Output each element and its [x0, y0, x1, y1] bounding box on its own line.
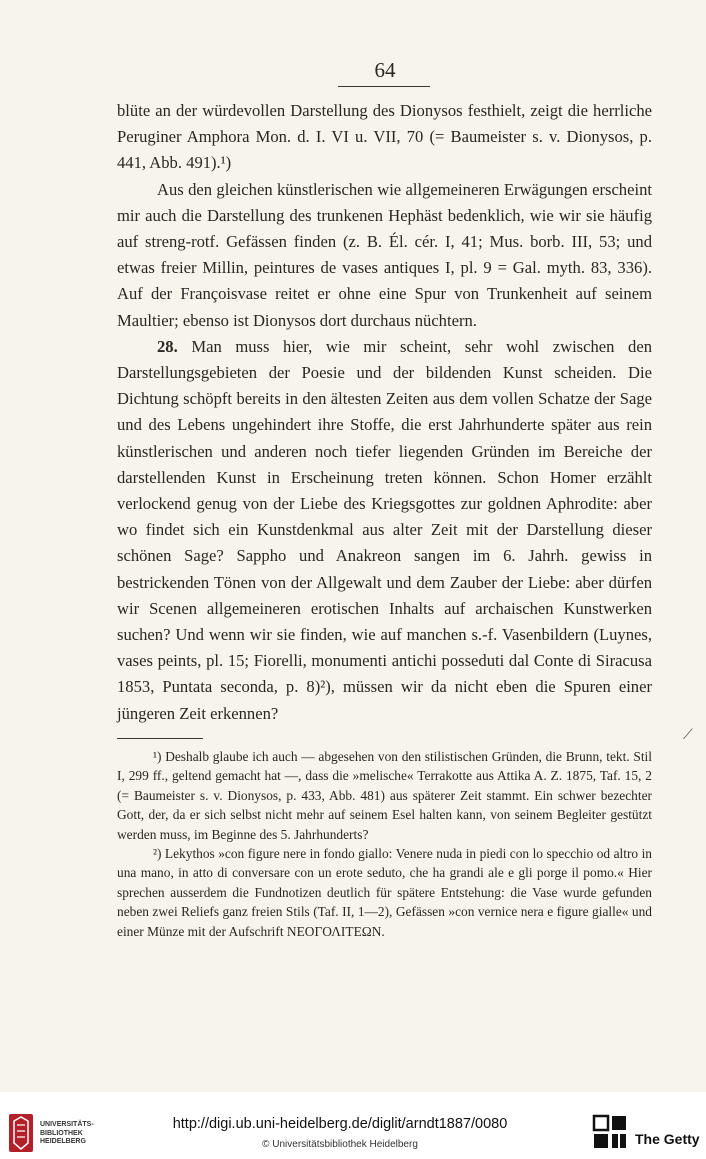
margin-mark: ⟋: [683, 728, 693, 743]
page-number-rule: [338, 86, 430, 87]
footnote-separator: [117, 738, 203, 739]
paragraph-3-text: Man muss hier, wie mir scheint, sehr wohl zwischen den Darstellungsgebieten der Poesie und der bildenden Kunst scheiden. Die Dichtung schöpft bereits in den ältesten Zeiten aus dem vollen Schatze der Sage und des Lebens ungehindert ihre Stoffe, die erst Jahrhunderte später aus rein künstlerischen und anderen noch tiefer liegenden Gründen im Bereiche der darstellenden Kunst in Erscheinung treten können. Schon Homer erzählt verlockend genug von der Liebe des Kriegsgottes zur goldnen Aphrodite: aber wo findet sich ein Kunstdenkmal aus alter Zeit mit der Darstellung dieser schönen Sage? Sappho und Anakreon sangen im 6. Jahrh. gewiss in bestrickenden Tönen von der Allgewalt und dem Zauber der Liebe: aber dürfen wir Scenen allgemeineren erotischen Inhalts auf archaischen Kunstwerken suchen? Und wenn wir sie finden, wie auf manchen s.-f. Vasenbildern (Luynes, vases peints, pl. 15; Fiorelli, monumenti antichi posseduti dal Conte di Siracusa 1853, Puntata seconda, p. 8)²), müssen wir da nicht eben die Spuren einer jüngeren Zeit erkennen?: [117, 336, 652, 723]
paragraph-2: Aus den gleichen künstlerischen wie allgemeineren Erwägungen erscheint mir auch die Darstellung des trunkenen Hephäst bedenklich, wie wir sie häufig auf streng-rotf. Gefässen finden (z. B. Él. cér. I, 41; Mus. borb. III, 53; und etwas freier Millin, peintures de vases antiques I, pl. 9 = Gal. myth. 83, 336). Auf der Françoisvase reitet er ohne eine Spur von Trunkenheit auf seinem Maultier; ebenso ist Dionysos dort durchaus nüchtern.: [117, 179, 652, 330]
footnote-2: ²) Lekythos »con figure nere in fondo giallo: Venere nuda in piedi con lo specchio od altro in una mano, in atto di conversare con un erote seduto, che ha grandi ale e gli porge il pomo.« Hier sprechen ausserdem die Fundnotizen deutlich für spätere Entstehung: die Vase wurde gefunden neben zwei Reliefs ganz freien Stils (Taf. II, 1—2), Gefässen »con vernice nera e figure gialle« und einer Münze mit der Aufschrift ΝΕΟΓΟΛΙΤΕΩΝ.: [117, 846, 652, 939]
getty-partner-name: The Getty: [635, 1131, 700, 1147]
copyright-notice: © Universitätsbibliothek Heidelberg: [262, 1139, 418, 1150]
footnotes: [117, 747, 652, 941]
footnote-1: ¹) Deshalb glaube ich auch — abgesehen von den stilistischen Gründen, die Brunn, tekt. Stil I, 299 ff., geltend gemacht hat —, dass die »melische« Terrakotte aus Attika A. Z. 1875, Taf. 15, 2 (= Baumeister s. v. Dionysos, p. 433, Abb. 481) aus späterer Zeit stammt. Ein schwer bezechter Gott, der, da er sich selbst nicht mehr auf seinem Esel halten kann, von seinem Begleiter gestützt werden muss, im Beginne des 5. Jahrhunderts?: [117, 749, 652, 842]
body-text: [117, 98, 652, 727]
section-number: 28.: [157, 336, 178, 356]
university-library-name: UNIVERSITÄTS- BIBLIOTHEK HEIDELBERG: [40, 1121, 94, 1145]
source-url-link[interactable]: http://digi.ub.uni-heidelberg.de/diglit/arndt1887/0080: [172, 1116, 508, 1132]
paragraph-1: blüte an der würdevollen Darstellung des Dionysos festhielt, zeigt die herrliche Peruginer Amphora Mon. d. I. VI u. VII, 70 (= Baumeister s. v. Dionysos, p. 441, Abb. 491).¹): [117, 101, 652, 173]
page-number: 64: [374, 58, 396, 82]
getty-logo-icon: [592, 1113, 630, 1153]
university-seal-icon: [8, 1113, 34, 1153]
paragraph-3: [117, 334, 652, 727]
